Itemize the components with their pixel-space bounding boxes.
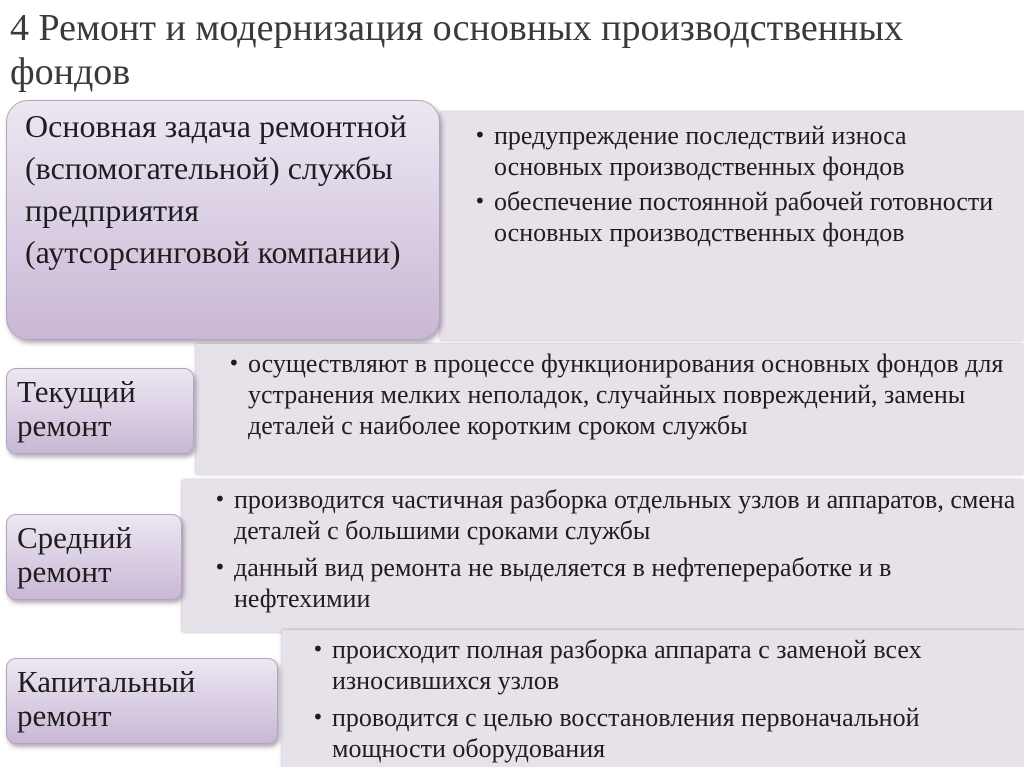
- current-repair-list: [224, 348, 1014, 441]
- capital-repair-list: [308, 634, 1016, 764]
- page-title: 4 Ремонт и модернизация основных производственных фондов: [10, 7, 903, 93]
- list-item: • проводится с целью восстановления первоначальной мощности оборудования: [308, 702, 1016, 764]
- capital-repair-panel: [282, 630, 1024, 767]
- list-item: • осуществляют в процессе функционирования основных фондов для устранения мелких неполадок, случайных повреждений, замены деталей с наиболее коротким сроком службы: [224, 348, 1014, 441]
- current-repair-panel: [196, 344, 1024, 474]
- list-item: • происходит полная разборка аппарата с заменой всех износившихся узлов: [308, 634, 1016, 696]
- list-item: • обеспечение постоянной рабочей готовности основных производственных фондов: [470, 186, 1018, 248]
- medium-repair-label: Средний ремонт: [6, 514, 182, 600]
- main-task-list: [470, 120, 1018, 248]
- medium-repair-panel: [182, 480, 1024, 632]
- list-item: • производится частичная разборка отдельных узлов и аппаратов, смена деталей с большими сроками службы: [210, 484, 1016, 546]
- capital-repair-label: Капитальный ремонт: [6, 658, 278, 744]
- medium-repair-list: [210, 484, 1016, 614]
- list-item: • данный вид ремонта не выделяется в нефтепереработке и в нефтехимии: [210, 552, 1016, 614]
- current-repair-label: Текущий ремонт: [6, 368, 194, 454]
- list-item: • предупреждение последствий износа основных производственных фондов: [470, 120, 1018, 182]
- main-task-label: Основная задача ремонтной (вспомогательной) службы предприятия (аутсорсинговой компании): [6, 100, 440, 340]
- main-task-panel: [440, 112, 1024, 340]
